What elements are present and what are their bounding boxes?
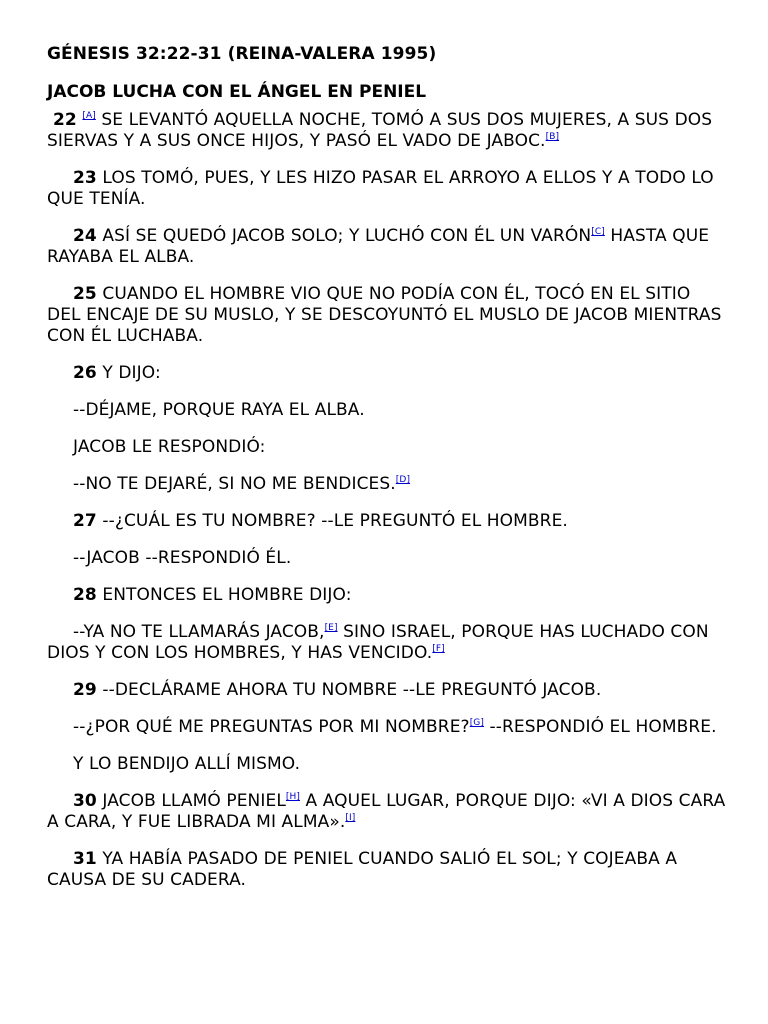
dialogue-line-with-footnote [47, 622, 727, 664]
verse-30 [47, 791, 727, 833]
section-heading: JACOB LUCHA CON EL ÁNGEL EN PENIEL [47, 82, 427, 102]
verse-text: CUANDO EL HOMBRE VIO QUE NO PODÍA CON ÉL, TOCÓ EN EL SITIO DEL ENCAJE DE SU MUSLO, Y SE DESCOYUNTÓ EL MUSLO DE JACOB MIENTRAS CON ÉL LUCHABA. [47, 284, 722, 346]
verse-text: JACOB LLAMÓ PENIEL [102, 791, 286, 811]
verse-number: 29 [73, 680, 97, 700]
page-title: GÉNESIS 32:22-31 (REINA-VALERA 1995) [47, 44, 437, 64]
verse-31 [47, 849, 727, 891]
dialogue-line-with-footnote [47, 717, 727, 738]
verse-23 [47, 168, 727, 210]
verse-number: 27 [73, 511, 97, 531]
verse-number: 31 [73, 849, 97, 869]
dialogue-line-with-footnote [47, 474, 727, 495]
verse-24 [47, 226, 727, 268]
verse-number: 22 [53, 110, 77, 130]
verse-text-continued: HASTA QUE RAYABA EL ALBA. [47, 226, 710, 267]
verse-text-continued: A AQUEL LUGAR, PORQUE DIJO: «VI A DIOS CARA A CARA, Y FUE LIBRADA MI ALMA». [47, 791, 726, 832]
verse-text: LOS TOMÓ, PUES, Y LES HIZO PASAR EL ARROYO A ELLOS Y A TODO LO QUE TENÍA. [47, 168, 714, 209]
dialogue-line: Y LO BENDIJO ALLÍ MISMO. [73, 754, 301, 774]
verse-number: 25 [73, 284, 97, 304]
verse-number: 26 [73, 363, 97, 383]
verse-text: SE LEVANTÓ AQUELLA NOCHE, TOMÓ A SUS DOS MUJERES, A SUS DOS SIERVAS Y A SUS ONCE HIJOS, Y PASÓ EL VADO DE JABOC. [47, 110, 713, 151]
verse-number: 23 [73, 168, 97, 188]
footnote-link-b[interactable]: [B] [545, 132, 560, 142]
footnote-link-a[interactable]: [A] [82, 111, 96, 121]
footnote-link-i[interactable]: [I] [345, 813, 356, 823]
verse-text: ASÍ SE QUEDÓ JACOB SOLO; Y LUCHÓ CON ÉL UN VARÓN [102, 226, 592, 246]
dialogue-text: --NO TE DEJARÉ, SI NO ME BENDICES. [73, 474, 396, 494]
footnote-link-d[interactable]: [D] [395, 475, 411, 485]
verse-text: Y DIJO: [102, 363, 161, 383]
dialogue-text: --YA NO TE LLAMARÁS JACOB, [73, 622, 325, 642]
dialogue-line: --DÉJAME, PORQUE RAYA EL ALBA. [73, 400, 365, 420]
verse-text: ENTONCES EL HOMBRE DIJO: [102, 585, 352, 605]
verse-number: 30 [73, 791, 97, 811]
document-page [47, 42, 727, 907]
verse-27 [47, 511, 727, 532]
verse-28 [47, 585, 727, 606]
verse-number: 28 [73, 585, 97, 605]
footnote-link-g[interactable]: [G] [469, 718, 484, 728]
verse-text: --DECLÁRAME AHORA TU NOMBRE --LE PREGUNTÓ JACOB. [102, 680, 602, 700]
dialogue-line: --JACOB --RESPONDIÓ ÉL. [73, 548, 292, 568]
footnote-link-e[interactable]: [E] [324, 623, 338, 633]
verse-number: 24 [73, 226, 97, 246]
verse-26 [47, 363, 727, 384]
dialogue-line: JACOB LE RESPONDIÓ: [73, 437, 266, 457]
verse-text: YA HABÍA PASADO DE PENIEL CUANDO SALIÓ EL SOL; Y COJEABA A CAUSA DE SU CADERA. [47, 849, 678, 890]
dialogue-text-continued: --RESPONDIÓ EL HOMBRE. [489, 717, 717, 737]
dialogue-text-continued: SINO ISRAEL, PORQUE HAS LUCHADO CON DIOS Y CON LOS HOMBRES, Y HAS VENCIDO. [47, 622, 709, 663]
verse-text: --¿CUÁL ES TU NOMBRE? --LE PREGUNTÓ EL HOMBRE. [102, 511, 568, 531]
verse-29 [47, 680, 727, 701]
footnote-link-f[interactable]: [F] [432, 644, 445, 654]
dialogue-text: --¿POR QUÉ ME PREGUNTAS POR MI NOMBRE? [73, 717, 470, 737]
footnote-link-c[interactable]: [C] [591, 227, 605, 237]
footnote-link-h[interactable]: [H] [285, 792, 300, 802]
verse-22 [47, 110, 727, 152]
verse-25 [47, 284, 727, 347]
